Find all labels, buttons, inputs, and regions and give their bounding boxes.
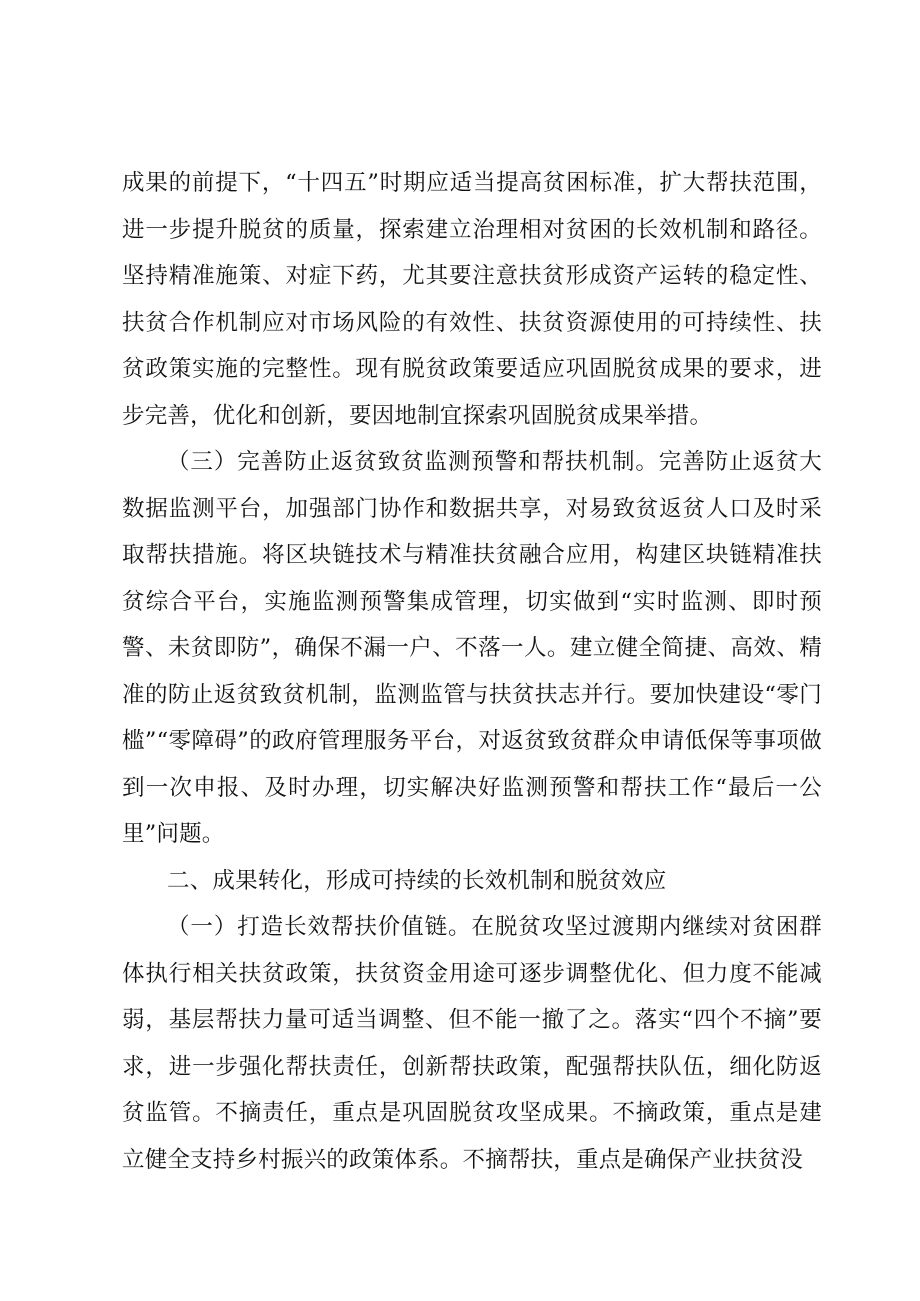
paragraph-section-one: （一）打造长效帮扶价值链。在脱贫攻坚过渡期内继续对贫困群体执行相关扶贫政策，扶贫资金用途可逐步调整优化、但力度不能减弱，基层帮扶力量可适当调整、但不能一撤了之。落实“四个不摘”要求，进一步强化帮扶责任，创新帮扶政策，配强帮扶队伍，细化防返贫监管。不摘责任，重点是巩固脱贫攻坚成果。不摘政策，重点是建立健全支持乡村振兴的政策体系。不摘帮扶，重点是确保产业扶贫没 xyxy=(122,914,822,1173)
section-heading-two: 二、成果转化，形成可持续的长效机制和脱贫效应 xyxy=(167,867,667,894)
paragraph-section-three: （三）完善防止返贫致贫监测预警和帮扶机制。完善防止返贫大数据监测平台，加强部门协作和数据共享，对易致贫返贫人口及时采取帮扶措施。将区块链技术与精准扶贫融合应用，构建区块链精准扶贫综合平台，实施监测预警集成管理，切实做到“实时监测、即时预警、未贫即防”，确保不漏一户、不落一人。建立健全简捷、高效、精准的防止返贫致贫机制，监测监管与扶贫扶志并行。要加快建设“零门槛”“零障碍”的政府管理服务平台，对返贫致贫群众申请低保等事项做到一次申报、及时办理，切实解决好监测预警和帮扶工作“最后一公里”问题。 xyxy=(122,449,822,847)
paragraph-continuation: 成果的前提下，“十四五”时期应适当提高贫困标准，扩大帮扶范围，进一步提升脱贫的质量，探索建立治理相对贫困的长效机制和路径。坚持精准施策、对症下药，尤其要注意扶贫形成资产运转的稳定性、扶贫合作机制应对市场风险的有效性、扶贫资源使用的可持续性、扶贫政策实施的完整性。现有脱贫政策要适应巩固脱贫成果的要求，进步完善，优化和创新，要因地制宜探索巩固脱贫成果举措。 xyxy=(122,170,822,429)
document-body xyxy=(122,160,822,1183)
